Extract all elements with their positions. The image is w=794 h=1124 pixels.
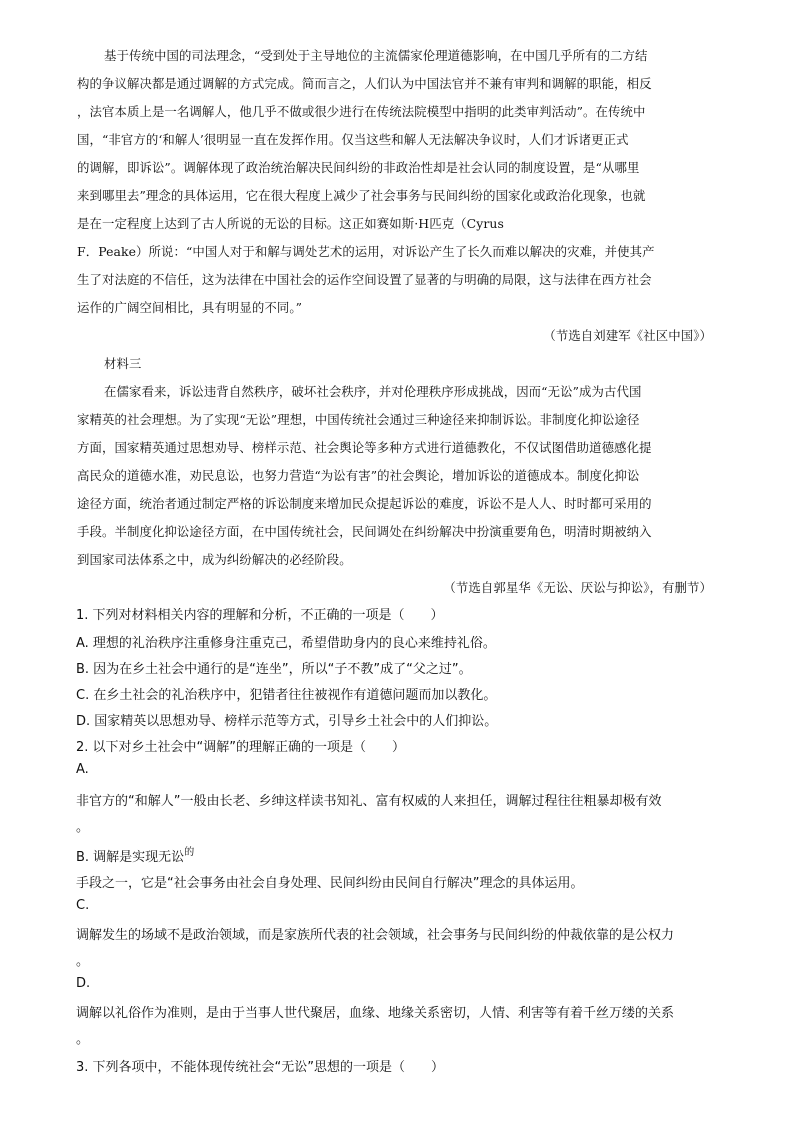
question-2-option-a-label: A. (76, 762, 89, 777)
material2-paragraph-line: F．Peake）所说：“中国人对于和解与调处艺术的运用，对诉讼产生了长久而难以解决的灾难，并使其产 (77, 244, 655, 259)
material2-paragraph-line: 运作的广阔空间相比，具有明显的不同。” (77, 300, 303, 315)
question-2-option-c-label: C. (76, 898, 90, 913)
question-2-option-d-tail: 。 (76, 1032, 90, 1047)
question-1-stem: 1. 下列对材料相关内容的理解和分析，不正确的一项是（ ） (76, 608, 444, 623)
question-1-option-b: B. 因为在乡土社会中通行的是“连坐”，所以“子不教”成了“父之过”。 (76, 662, 472, 677)
question-1-option-d: D. 国家精英以思想劝导、榜样示范等方式，引导乡土社会中的人们抑讼。 (76, 714, 498, 729)
question-2-option-d-label: D. (76, 976, 91, 991)
material3-heading: 材料三 (104, 356, 142, 371)
material3-paragraph-line: 途径方面，统治者通过制定严格的诉讼制度来增加民众提起诉讼的难度，诉讼不是人人、时时都可采用的 (77, 496, 652, 511)
question-2-option-a-text: 非官方的“和解人”一般由长老、乡绅这样读书知礼、富有权威的人来担任，调解过程往往粗暴却极有效 (76, 794, 662, 809)
question-2-option-a-tail: 。 (76, 820, 90, 835)
question-2-option-c-text: 调解发生的场域不是政治领域，而是家族所代表的社会领域，社会事务与民间纠纷的仲裁依靠的是公权力 (76, 928, 675, 943)
material2-paragraph-line: 国，“非官方的‘和解人’很明显一直在发挥作用。仅当这些和解人无法解决争议时，人们才诉诸更正式 (77, 132, 629, 147)
question-2-option-b-continuation: 手段之一，它是“社会事务由社会自身处理、民间纠纷由民间自行解决”理念的具体运用。 (76, 876, 584, 891)
material2-paragraph-line: 来到哪里去”理念的具体运用，它在很大程度上减少了社会事务与民间纠纷的国家化或政治化现象，也就 (77, 188, 646, 203)
material3-paragraph-line: 在儒家看来，诉讼违背自然秩序，破坏社会秩序，并对伦理秩序形成挑战，因而“无讼”成为古代国 (104, 384, 642, 399)
material2-paragraph-line: 构的争议解决都是通过调解的方式完成。简而言之，人们认为中国法官并不兼有审判和调解的职能，相反 (77, 76, 652, 91)
question-1-option-a: A. 理想的礼治秩序注重修身注重克己，希望借助身内的良心来维持礼俗。 (76, 636, 496, 651)
material2-paragraph-line: 基于传统中国的司法理念，“受到处于主导地位的主流儒家伦理道德影响，在中国几乎所有的二方结 (104, 48, 648, 63)
material3-source: （节选自郭星华《无讼、厌讼与抑讼》，有删节） (443, 580, 712, 595)
material2-paragraph-line: 生了对法庭的不信任，这为法律在中国社会的运作空间设置了显著的与明确的局限，这与法律在西方社会 (77, 272, 652, 287)
question-2-option-b (76, 846, 194, 865)
question-2-option-b-text: B. 调解是实现无讼 (76, 850, 185, 865)
question-3-stem: 3. 下列各项中，不能体现传统社会“无讼”思想的一项是（ ） (76, 1060, 445, 1075)
material3-paragraph-line: 高民众的道德水准，劝民息讼，也努力营造“为讼有害”的社会舆论，增加诉讼的道德成本。制度化抑讼 (77, 468, 640, 483)
material2-paragraph-line: ，法官本质上是一名调解人，他几乎不做或很少进行在传统法院模型中指明的此类审判活动”。在传统中 (77, 104, 646, 119)
material3-paragraph-line: 方面，国家精英通过思想劝导、榜样示范、社会舆论等多种方式进行道德教化，不仅试图借助道德感化提 (77, 440, 652, 455)
question-2-option-b-superscript: 的 (184, 847, 195, 858)
material3-paragraph-line: 到国家司法体系之中，成为纠纷解决的必经阶段。 (77, 552, 352, 567)
material2-paragraph-line: 是在一定程度上达到了古人所说的无讼的目标。这正如赛如斯·H匹克（Cyrus (77, 216, 504, 231)
question-1-option-c: C. 在乡土社会的礼治秩序中，犯错者往往被视作有道德问题而加以教化。 (76, 688, 497, 703)
question-2-option-c-tail: 。 (76, 954, 90, 969)
question-2-stem: 2. 以下对乡土社会中“调解”的理解正确的一项是（ ） (76, 740, 406, 755)
question-2-option-d-text: 调解以礼俗作为准则，是由于当事人世代聚居，血缘、地缘关系密切，人情、利害等有着千丝万缕的关系 (76, 1006, 675, 1021)
material2-source: （节选自刘建军《社区中国》） (543, 328, 712, 343)
material3-paragraph-line: 手段。半制度化抑讼途径方面，在中国传统社会，民间调处在纠纷解决中扮演重要角色，明清时期被纳入 (77, 524, 652, 539)
material2-paragraph-line: 的调解，即诉讼”。调解体现了政治统治解决民间纠纷的非政治性却是社会认同的制度设置，是“从哪里 (77, 160, 640, 175)
material3-paragraph-line: 家精英的社会理想。为了实现“无讼”理想，中国传统社会通过三种途径来抑制诉讼。非制度化抑讼途径 (77, 412, 640, 427)
